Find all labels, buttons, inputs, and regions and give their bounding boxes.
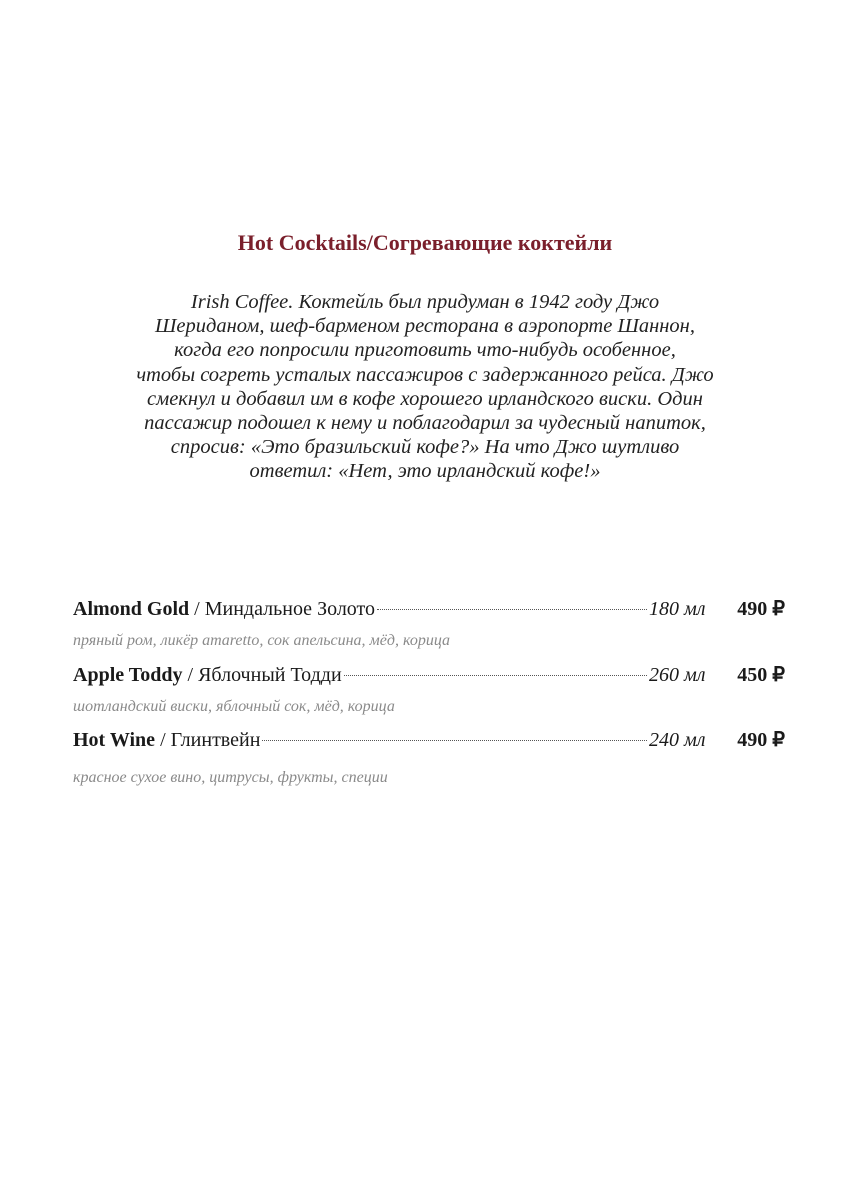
item-price: 450 ₽ <box>737 664 785 686</box>
item-name-en: Apple Toddy <box>73 664 183 686</box>
menu-item-row <box>73 596 785 624</box>
dot-leader <box>344 675 647 676</box>
intro-line: спросив: «Это бразильский кофе?» На что Джо шутливо <box>170 436 680 459</box>
item-name-ru: Миндальное Золото <box>204 598 376 620</box>
menu-item-row <box>73 662 785 690</box>
intro-text <box>85 290 765 484</box>
intro-line: пассажир подошел к нему и поблагодарил за чудесный напиток, <box>144 412 706 435</box>
item-name-ru: Глинтвейн <box>170 729 261 751</box>
menu-item-almond-gold <box>73 596 785 650</box>
menu-item-apple-toddy <box>73 662 785 716</box>
item-name-separator: / <box>189 598 205 620</box>
dot-leader <box>262 740 647 741</box>
intro-line: чтобы согреть усталых пассажиров с задержанного рейса. Джо <box>136 363 714 386</box>
menu-item-hot-wine <box>73 727 785 787</box>
item-name-en: Almond Gold <box>73 598 190 620</box>
item-volume: 260 мл <box>649 664 706 686</box>
item-name-en: Hot Wine <box>73 729 156 751</box>
intro-line: смекнул и добавил им в кофе хорошего ирландского виски. Один <box>147 387 703 410</box>
item-volume: 240 мл <box>649 729 706 751</box>
item-description: красное сухое вино, цитрусы, фрукты, специи <box>73 769 388 786</box>
item-price: 490 ₽ <box>737 729 785 751</box>
dot-leader <box>377 609 647 610</box>
item-name-separator: / <box>155 729 171 751</box>
item-price: 490 ₽ <box>737 598 785 620</box>
intro-line: когда его попросили приготовить что-нибудь особенное, <box>174 339 676 362</box>
item-description: пряный ром, ликёр amaretto, сок апельсина, мёд, корица <box>73 632 451 649</box>
section-title: Hot Cocktails/Согревающие коктейли <box>237 230 613 255</box>
intro-line: ответил: «Нет, это ирландский кофе!» <box>249 460 601 483</box>
intro-line: Irish Coffee. Коктейль был придуман в 1942 году Джо <box>190 291 660 313</box>
intro-line: Шериданом, шеф-барменом ресторана в аэропорте Шаннон, <box>155 315 695 338</box>
item-description: шотландский виски, яблочный сок, мёд, корица <box>73 698 395 715</box>
menu-item-row <box>73 727 785 755</box>
item-name-ru: Яблочный Тодди <box>198 664 342 686</box>
item-volume: 180 мл <box>649 598 706 620</box>
item-name-separator: / <box>182 664 199 686</box>
